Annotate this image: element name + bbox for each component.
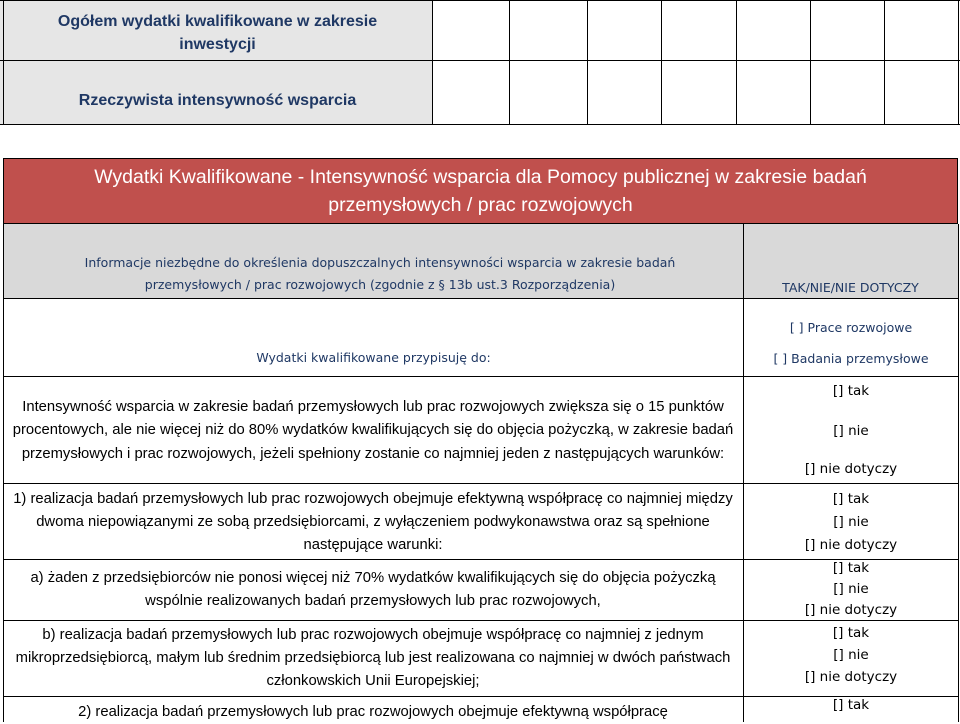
criterion-3-option-nie-dotyczy[interactable]: [] nie dotyczy: [804, 669, 898, 685]
criterion-2-option-nie-dotyczy[interactable]: [] nie dotyczy: [804, 601, 898, 618]
intensity-label: Rzeczywista intensywność wsparcia: [78, 92, 357, 109]
section-banner: [3, 158, 958, 224]
criterion-0-option-nie[interactable]: [] nie: [833, 423, 869, 439]
criterion-2-option-tak[interactable]: [] tak: [832, 559, 870, 576]
criterion-4-option-tak[interactable]: [] tak: [832, 697, 870, 713]
criterion-3-option-nie[interactable]: [] nie: [833, 647, 869, 663]
criterion-3-option-tak[interactable]: [] tak: [832, 625, 870, 641]
answer-header: TAK/NIE/NIE DOTYCZY: [782, 279, 919, 295]
criterion-1-cooperation: 1) realizacja badań przemysłowych lub prac rozwojowych obejmuje efektywną współpracę co najmniej między dwoma niepowiązanymi ze sobą przedsiębiorcami, z wyłączeniem podwykonawstwa oraz są spełnione następujące warunki:: [13, 490, 733, 553]
criterion-1-option-tak[interactable]: [] tak: [832, 491, 870, 507]
assign-label: Wydatki kwalifikowane przypisuję do:: [256, 349, 491, 365]
option-badania-przemyslowe[interactable]: [ ] Badania przemysłowe: [773, 350, 929, 366]
option-prace-rozwojowe[interactable]: [ ] Prace rozwojowe: [789, 319, 913, 335]
criterion-0-option-nie-dotyczy[interactable]: [] nie dotyczy: [804, 461, 898, 477]
criterion-2b-sme: b) realizacja badań przemysłowych lub prac rozwojowych obejmuje współpracę co najmniej z jednym mikroprzedsiębiorcą, małym lub średnim przedsiębiorcą lub jest realizowana co najmniej w dwóch państwach członkowskich Unii Europejskiej;: [15, 626, 731, 689]
criterion-2-option-nie[interactable]: [] nie: [833, 580, 869, 597]
total-expenses-label: Ogółem wydatki kwalifikowane w zakresie inwestycji: [57, 13, 378, 53]
criterion-1-option-nie-dotyczy[interactable]: [] nie dotyczy: [804, 537, 898, 553]
criterion-1-option-nie[interactable]: [] nie: [833, 514, 869, 530]
criterion-intensity-increase: Intensywność wsparcia w zakresie badań przemysłowych lub prac rozwojowych zwiększa się o 15 punktów procentowych, ale nie więcej niż do 80% wydatków kwalifikujących się do objęcia pożyczką, w zakresie badań przemysłowych i prac rozwojowych, jeżeli spełniony zostanie co najmniej jeden z następujących warunków:: [12, 398, 734, 462]
criterion-2-effective-cooperation: 2) realizacja badań przemysłowych lub prac rozwojowych obejmuje efektywną współpracę: [78, 703, 668, 720]
top-table: [0, 0, 960, 125]
section-banner-title: Wydatki Kwalifikowane - Intensywność wsparcia dla Pomocy publicznej w zakresie badań przemysłowych / prac rozwojowych: [94, 166, 867, 216]
criterion-2a-share: a) żaden z przedsiębiorców nie ponosi więcej niż 70% wydatków kwalifikujących się do objęcia pożyczką wspólnie realizowanych badań przemysłowych lub prac rozwojowych,: [30, 570, 716, 609]
info-header: Informacje niezbędne do określenia dopuszczalnych intensywności wsparcia w zakresie badań przemysłowych / prac rozwojowych (zgodnie z § 13b ust.3 Rozporządzenia): [84, 255, 676, 292]
criterion-0-option-tak[interactable]: [] tak: [832, 383, 870, 399]
